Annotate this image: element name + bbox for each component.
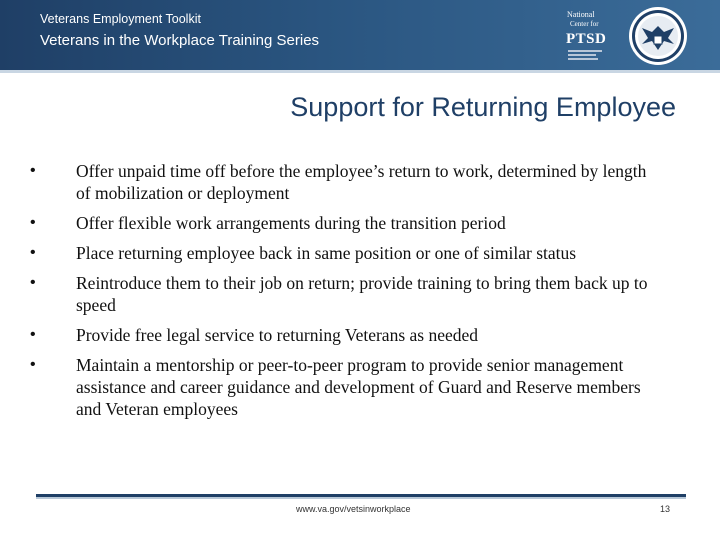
header-divider: [0, 70, 720, 73]
bullet-list: [30, 160, 650, 428]
page-number: 13: [660, 504, 671, 514]
ptsd-logo: [558, 10, 622, 66]
bullet-text: Provide free legal service to returning Veterans as needed: [76, 325, 479, 345]
bullet-text: Offer unpaid time off before the employee’s return to work, determined by length of mobilization or deployment: [76, 161, 647, 203]
ptsd-logo-subtext: [568, 50, 608, 60]
ptsd-logo-line2: Center for: [570, 20, 599, 28]
slide-title: Support for Returning Employee: [290, 92, 676, 122]
bullet-text: Place returning employee back in same position or one of similar status: [76, 243, 577, 263]
bullet-text: Reintroduce them to their job on return; provide training to bring them back up to speed: [76, 273, 648, 315]
bullet-item: [30, 324, 650, 346]
bullet-item: [30, 160, 650, 204]
toolkit-title: Veterans Employment Toolkit: [40, 12, 201, 26]
bullet-dot: •: [30, 162, 36, 179]
bullet-text: Maintain a mentorship or peer-to-peer program to provide senior management assistance and career guidance and development of Guard and Reserve members and Veteran employees: [76, 355, 641, 419]
bullet-item: [30, 242, 650, 264]
bullet-dot: •: [30, 356, 36, 373]
ptsd-logo-main: PTSD: [566, 31, 607, 47]
bullet-dot: •: [30, 326, 36, 343]
va-seal-icon: [628, 6, 688, 66]
bullet-dot: •: [30, 214, 36, 231]
series-title: Veterans in the Workplace Training Series: [40, 32, 320, 49]
footer-divider-accent: [36, 497, 686, 499]
ptsd-logo-line1: National: [567, 10, 595, 19]
bullet-dot: •: [30, 274, 36, 291]
bullet-text: Offer flexible work arrangements during the transition period: [76, 213, 506, 233]
footer-url-link[interactable]: www.va.gov/vetsinworkplace: [296, 504, 411, 514]
bullet-item: [30, 272, 650, 316]
bullet-item: [30, 354, 650, 420]
bullet-dot: •: [30, 244, 36, 261]
bullet-item: [30, 212, 650, 234]
